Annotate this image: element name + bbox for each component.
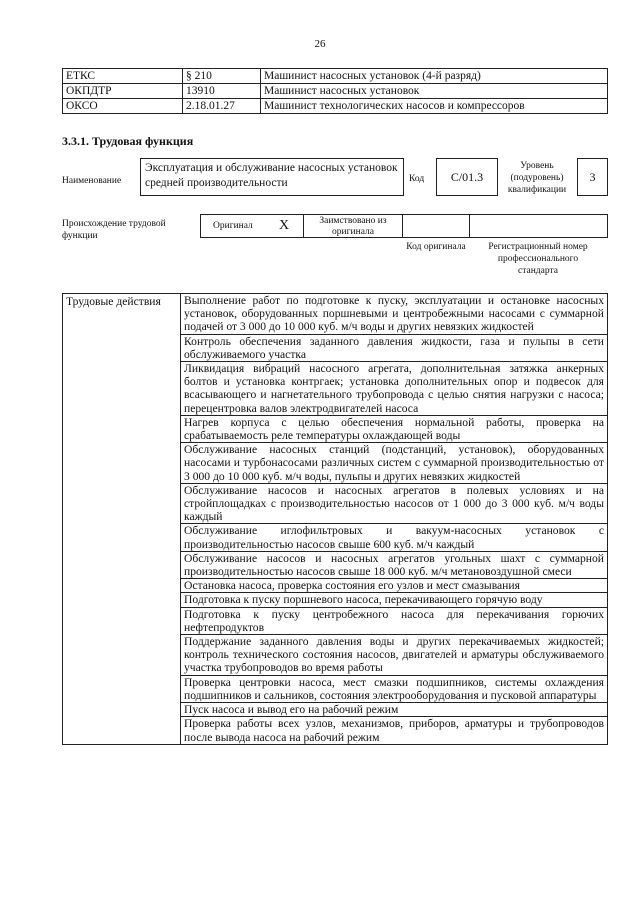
code-table-row [63, 84, 608, 99]
function-code-value: C/01.3 [436, 158, 498, 196]
labor-actions-header: Трудовые действия [63, 294, 181, 745]
reg-number-label: Регистрационный номер профессионального стандарта [488, 242, 588, 276]
borrowed-cell: Заимствовано из оригинала [303, 214, 403, 238]
labor-action-item: Обслуживание насосных станций (подстанций, установок), оборудованных насосами и турбонасосами различных систем с суммарной производительностью от 3 000 до 10 000 куб. м/ч воды, пульпы и других невязких жидкостей [181, 443, 608, 484]
labor-action-item: Обслуживание иглофильтровых и вакуум-насосных установок с производительностью насосов свыше 600 куб. м/ч каждый [181, 524, 608, 551]
original-cell [200, 214, 304, 238]
level-label: Уровень (подуровень) квалификации [507, 161, 567, 195]
code-label: Код [409, 174, 425, 184]
labor-action-item: Обслуживание насосов и насосных агрегатов угольных шахт с суммарной производительностью насосов свыше 18 000 куб. м/ч метановоздушной смеси [181, 551, 608, 578]
code-table-row [63, 99, 608, 114]
labor-action-item: Пуск насоса и вывод его на рабочий режим [181, 703, 608, 717]
labor-action-item: Поддержание заданного давления воды и других перекачиваемых жидкостей; контроль технического состояния насосов, двигателей и арматуры обслуживаемого участка трубопроводов во время работы [181, 635, 608, 676]
code-table-row [63, 69, 608, 84]
code-original-label: Код оригинала [406, 242, 466, 252]
page-number: 26 [314, 38, 326, 50]
function-name-value: Эксплуатация и обслуживание насосных установок средней производительности [140, 158, 404, 196]
labor-action-item: Проверка центровки насоса, мест смазки подшипников, системы охлаждения подшипников и сальников, состояния электрооборудования и пусковой аппаратуры [181, 675, 608, 702]
code-table-value: 2.18.01.27 [183, 99, 261, 114]
section-title: 3.3.1. Трудовая функция [62, 134, 194, 148]
labor-action-item: Ликвидация вибраций насосного агрегата, дополнительная затяжка анкерных болтов и установка контргаек; установка дополнительных опор и подвесок для всасывающего и нагнетательного трубопровода с целью снятия нагрузки с насоса; перецентровка валов электродвигателей насоса [181, 362, 608, 416]
labor-action-item: Подготовка к пуску центробежного насоса для перекачивания горючих нефтепродуктов [181, 607, 608, 634]
labor-action-item: Проверка работы всех узлов, механизмов, приборов, арматуры и трубопроводов после вывода насоса на рабочий режим [181, 717, 608, 744]
labor-action-item: Выполнение работ по подготовке к пуску, эксплуатации и остановке насосных установок, оборудованных поршневыми и центробежными насосами с суммарной подачей от 3 000 до 10 000 куб. м/ч воды и других невязких жидкостей [181, 294, 608, 335]
code-table-code: ОКПДТР [63, 84, 183, 99]
code-table-code: ЕТКС [63, 69, 183, 84]
code-table-name: Машинист насосных установок (4-й разряд) [261, 69, 608, 84]
labor-action-item: Контроль обеспечения заданного давления жидкости, газа и пульпы в сети обслуживаемого участка [181, 334, 608, 361]
code-table-value: § 210 [183, 69, 261, 84]
level-value: 3 [577, 158, 608, 196]
classification-codes-table [62, 68, 608, 114]
code-table-code: ОКСО [63, 99, 183, 114]
labor-action-item: Подготовка к пуску поршневого насоса, перекачивающего горячую воду [181, 593, 608, 607]
labor-action-item: Обслуживание насосов и насосных агрегатов в полевых условиях и на стройплощадках с производительностью насосов от 1 000 до 3 000 куб. м/ч воды каждый [181, 483, 608, 524]
code-table-name: Машинист насосных установок [261, 84, 608, 99]
original-label: Оригинал [213, 221, 253, 231]
origin-label: Происхождение трудовой функции [62, 219, 166, 241]
labor-action-item: Нагрев корпуса с целью обеспечения нормальной работы, проверка на срабатываемость реле температуры охлаждающей воды [181, 415, 608, 442]
labor-actions-table [62, 293, 608, 745]
original-mark: X [279, 218, 290, 233]
labor-action-row [63, 294, 608, 335]
labor-action-item: Остановка насоса, проверка состояния его узлов и мест смазывания [181, 579, 608, 593]
code-table-name: Машинист технологических насосов и компрессоров [261, 99, 608, 114]
code-table-value: 13910 [183, 84, 261, 99]
code-original-cell [402, 214, 470, 238]
reg-number-cell [469, 214, 608, 238]
name-label: Наименование [62, 176, 122, 186]
